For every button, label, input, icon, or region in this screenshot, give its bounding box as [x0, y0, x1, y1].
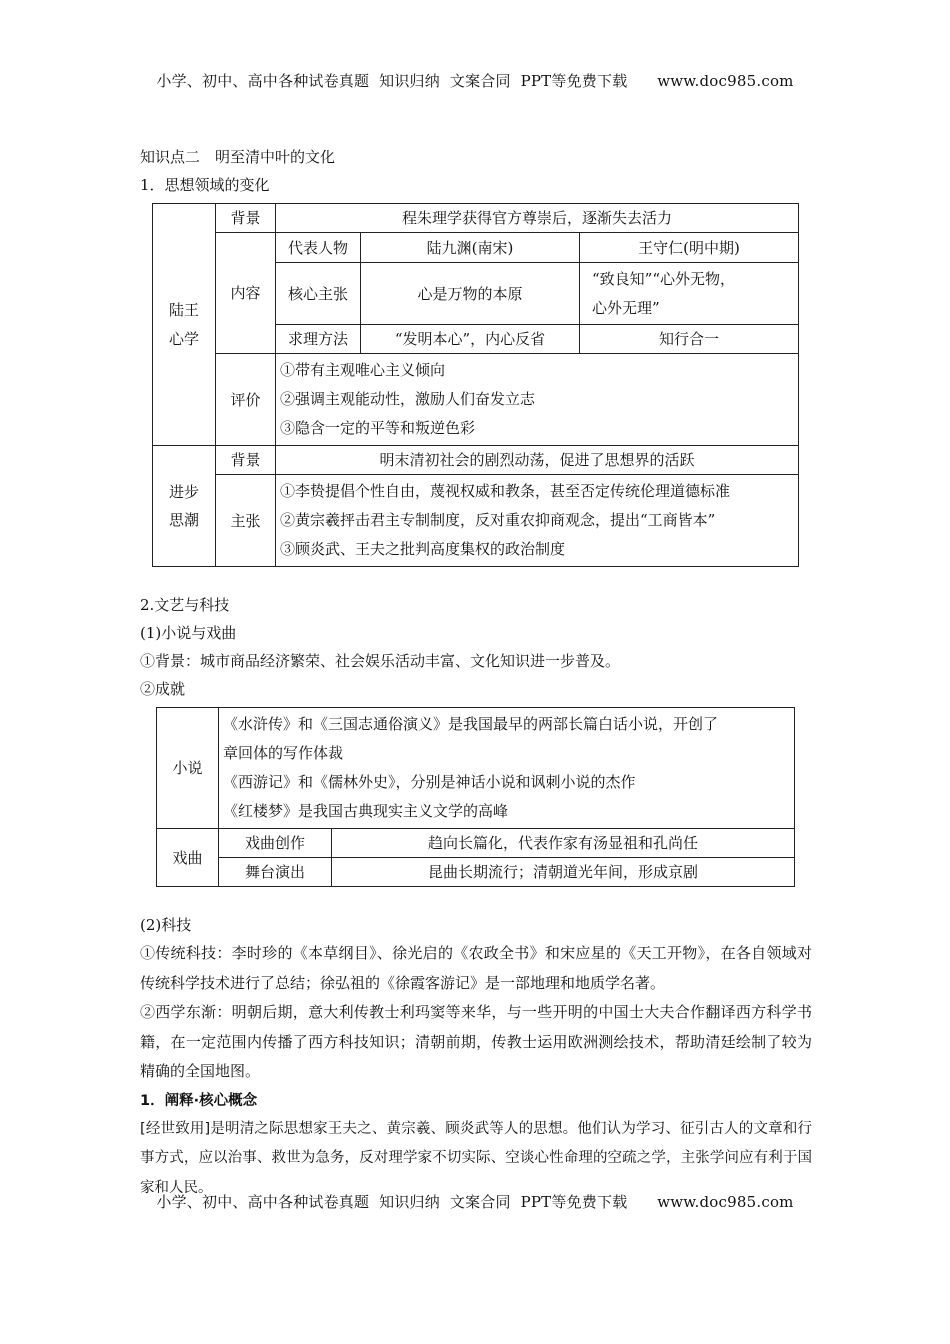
background-text: 程朱理学获得官方尊崇后，逐渐失去活力 — [276, 204, 799, 233]
rep-wang: 王守仁(明中期) — [580, 233, 799, 263]
drama-create-label: 戏曲创作 — [219, 829, 332, 858]
progress-background-label: 背景 — [216, 446, 276, 475]
core-wang: “致良知”“心外无物， 心外无理” — [580, 263, 799, 325]
subsection-title-thought: 1．思想领域的变化 — [140, 176, 270, 194]
thought-changes-table — [152, 203, 799, 567]
novel-drama-achievement: ②成就 — [140, 680, 186, 698]
document-body — [140, 143, 812, 1203]
method-wang: 知行合一 — [580, 325, 799, 354]
page-footer: 小学、初中、高中各种试卷真题 知识归纳 文案合同 PPT等免费下载 www.doc985.com — [156, 1193, 794, 1211]
novel-label: 小说 — [157, 708, 219, 829]
background-label: 背景 — [216, 204, 276, 233]
core-label: 核心主张 — [276, 263, 361, 325]
eval-items: ①带有主观唯心主义倾向 ②强调主观能动性，激励人们奋发立志 ③隐含一定的平等和叛逆色彩 — [276, 354, 799, 446]
method-label: 求理方法 — [276, 325, 361, 354]
progress-claim-label: 主张 — [216, 475, 276, 567]
core-lu: 心是万物的本原 — [361, 263, 580, 325]
science-western-paragraph: ②西学东渐：明朝后期，意大利传教士利玛窦等来华，与一些开明的中国士大夫合作翻译西方科学书籍，在一定范围内传播了西方科技知识；清朝前期，传教士运用欧洲测绘技术，帮助清廷绘制了较为精确的全国地图。 — [140, 1003, 812, 1080]
rep-label: 代表人物 — [276, 233, 361, 263]
novel-drama-table — [156, 707, 795, 887]
core-concept-paragraph: [经世致用]是明清之际思想家王夫之、黄宗羲、顾炎武等人的思想。他们认为学习、征引古人的文章和行事方式，应以治事、救世为急务，反对理学家不切实际、空谈心性命理的空疏之学，主张学问应有利于国家和人民。 — [140, 1120, 812, 1196]
section-title: 知识点二 明至清中叶的文化 — [140, 148, 336, 166]
novel-drama-title: (1)小说与戏曲 — [140, 624, 237, 642]
content-label: 内容 — [216, 233, 276, 354]
page-header: 小学、初中、高中各种试卷真题 知识归纳 文案合同 PPT等免费下载 www.doc985.com — [156, 72, 794, 90]
novel-drama-background: ①背景：城市商品经济繁荣、社会娱乐活动丰富、文化知识进一步普及。 — [140, 652, 621, 670]
drama-label: 戏曲 — [157, 829, 219, 887]
progressive-thought-label: 进步 思潮 — [153, 446, 216, 567]
lu-wang-xinxue-label: 陆王 心学 — [153, 204, 216, 446]
core-concept-title: 1．阐释·核心概念 — [140, 1092, 258, 1109]
science-title: (2)科技 — [140, 916, 192, 934]
progress-claim-items: ①李贽提倡个性自由，蔑视权威和教条，甚至否定传统伦理道德标准 ②黄宗羲抨击君主专制制度，反对重农抑商观念，提出“工商皆本” ③顾炎武、王夫之批判高度集权的政治制度 — [276, 475, 799, 567]
science-traditional-paragraph: ①传统科技：李时珍的《本草纲目》、徐光启的《农政全书》和宋应星的《天工开物》，在各自领域对传统科学技术进行了总结；徐弘祖的《徐霞客游记》是一部地理和地质学名著。 — [140, 944, 812, 992]
novel-text: 《水浒传》和《三国志通俗演义》是我国最早的两部长篇白话小说，开创了 章回体的写作体裁 《西游记》和《儒林外史》，分别是神话小说和讽刺小说的杰作 《红楼梦》是我国古典现实主义文学的高峰 — [219, 708, 795, 829]
drama-create-text: 趋向长篇化，代表作家有汤显祖和孔尚任 — [332, 829, 795, 858]
progress-background-text: 明末清初社会的剧烈动荡，促进了思想界的活跃 — [276, 446, 799, 475]
method-lu: “发明本心”，内心反省 — [361, 325, 580, 354]
drama-stage-text: 昆曲长期流行；清朝道光年间，形成京剧 — [332, 858, 795, 887]
drama-stage-label: 舞台演出 — [219, 858, 332, 887]
eval-label: 评价 — [216, 354, 276, 446]
subsection-title-arts: 2.文艺与科技 — [140, 596, 230, 614]
rep-lu: 陆九渊(南宋) — [361, 233, 580, 263]
